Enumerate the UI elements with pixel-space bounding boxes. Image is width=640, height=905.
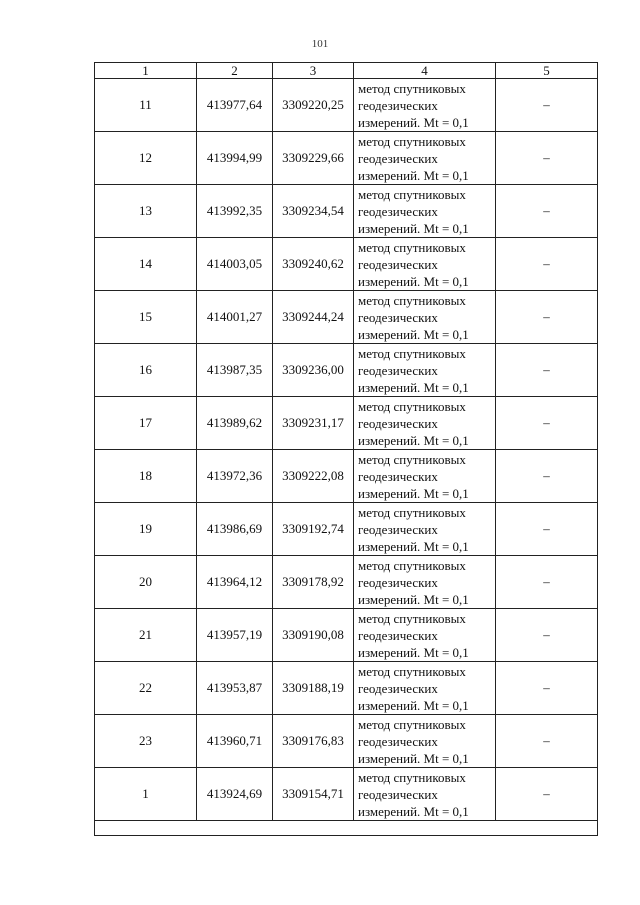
x-coordinate-cell: 413960,71 [197, 715, 273, 768]
method-line: геодезических [358, 362, 438, 378]
x-coordinate-cell: 413957,19 [197, 609, 273, 662]
x-coordinate-cell: 413989,62 [197, 397, 273, 450]
column-header-4: 4 [354, 63, 496, 79]
table-row [95, 715, 598, 768]
method-cell [354, 609, 496, 662]
method-line: геодезических [358, 627, 438, 643]
x-coordinate-cell: 413964,12 [197, 556, 273, 609]
table-row [95, 397, 598, 450]
x-coordinate-cell: 413986,69 [197, 503, 273, 556]
point-number-cell: 12 [95, 132, 197, 185]
point-number-cell: 16 [95, 344, 197, 397]
method-line: измерений. Mt = 0,1 [358, 326, 469, 342]
note-cell: – [496, 556, 598, 609]
method-line: геодезических [358, 203, 438, 219]
column-header-5: 5 [496, 63, 598, 79]
table-row [95, 238, 598, 291]
note-cell: – [496, 79, 598, 132]
method-line: метод спутниковых [358, 716, 466, 732]
point-number-cell: 18 [95, 450, 197, 503]
table-header [95, 63, 598, 79]
coordinates-table [94, 62, 598, 836]
method-line: измерений. Mt = 0,1 [358, 644, 469, 660]
x-coordinate-cell: 413994,99 [197, 132, 273, 185]
method-line: метод спутниковых [358, 133, 466, 149]
method-cell [354, 503, 496, 556]
x-coordinate-cell: 413977,64 [197, 79, 273, 132]
note-cell: – [496, 397, 598, 450]
method-cell [354, 79, 496, 132]
method-line: геодезических [358, 256, 438, 272]
y-coordinate-cell: 3309220,25 [273, 79, 354, 132]
method-cell [354, 662, 496, 715]
page-number: 101 [311, 38, 329, 50]
y-coordinate-cell: 3309236,00 [273, 344, 354, 397]
note-cell: – [496, 662, 598, 715]
y-coordinate-cell: 3309154,71 [273, 768, 354, 821]
method-cell [354, 768, 496, 821]
method-line: геодезических [358, 733, 438, 749]
point-number-cell: 11 [95, 79, 197, 132]
y-coordinate-cell: 3309244,24 [273, 291, 354, 344]
method-line: измерений. Mt = 0,1 [358, 379, 469, 395]
method-cell [354, 238, 496, 291]
point-number-cell: 17 [95, 397, 197, 450]
note-cell: – [496, 238, 598, 291]
y-coordinate-cell: 3309222,08 [273, 450, 354, 503]
point-number-cell: 15 [95, 291, 197, 344]
point-number-cell: 13 [95, 185, 197, 238]
x-coordinate-cell: 413972,36 [197, 450, 273, 503]
x-coordinate-cell: 413953,87 [197, 662, 273, 715]
method-line: метод спутниковых [358, 398, 466, 414]
point-number-cell: 19 [95, 503, 197, 556]
method-line: геодезических [358, 309, 438, 325]
x-coordinate-cell: 413992,35 [197, 185, 273, 238]
table-row [95, 609, 598, 662]
method-cell [354, 450, 496, 503]
method-cell [354, 291, 496, 344]
point-number-cell: 14 [95, 238, 197, 291]
y-coordinate-cell: 3309240,62 [273, 238, 354, 291]
method-line: измерений. Mt = 0,1 [358, 750, 469, 766]
point-number-cell: 20 [95, 556, 197, 609]
method-cell [354, 397, 496, 450]
method-line: геодезических [358, 150, 438, 166]
y-coordinate-cell: 3309188,19 [273, 662, 354, 715]
table-row [95, 450, 598, 503]
method-line: измерений. Mt = 0,1 [358, 432, 469, 448]
table-row [95, 503, 598, 556]
method-cell [354, 132, 496, 185]
empty-row [95, 821, 598, 836]
note-cell: – [496, 132, 598, 185]
x-coordinate-cell: 414001,27 [197, 291, 273, 344]
note-cell: – [496, 715, 598, 768]
method-line: метод спутниковых [358, 80, 466, 96]
x-coordinate-cell: 413924,69 [197, 768, 273, 821]
y-coordinate-cell: 3309176,83 [273, 715, 354, 768]
table-row [95, 344, 598, 397]
point-number-cell: 23 [95, 715, 197, 768]
method-line: геодезических [358, 680, 438, 696]
method-line: метод спутниковых [358, 292, 466, 308]
method-line: измерений. Mt = 0,1 [358, 538, 469, 554]
note-cell: – [496, 503, 598, 556]
method-line: геодезических [358, 786, 438, 802]
method-line: метод спутниковых [358, 610, 466, 626]
y-coordinate-cell: 3309234,54 [273, 185, 354, 238]
y-coordinate-cell: 3309190,08 [273, 609, 354, 662]
note-cell: – [496, 291, 598, 344]
method-line: геодезических [358, 415, 438, 431]
y-coordinate-cell: 3309231,17 [273, 397, 354, 450]
method-cell [354, 556, 496, 609]
point-number-cell: 21 [95, 609, 197, 662]
table-row [95, 132, 598, 185]
point-number-cell: 22 [95, 662, 197, 715]
method-line: измерений. Mt = 0,1 [358, 114, 469, 130]
note-cell: – [496, 450, 598, 503]
table-row [95, 556, 598, 609]
method-cell [354, 185, 496, 238]
column-header-2: 2 [197, 63, 273, 79]
note-cell: – [496, 344, 598, 397]
method-line: измерений. Mt = 0,1 [358, 591, 469, 607]
column-header-1: 1 [95, 63, 197, 79]
empty-cell [95, 821, 598, 836]
x-coordinate-cell: 414003,05 [197, 238, 273, 291]
table-row [95, 185, 598, 238]
point-number-cell: 1 [95, 768, 197, 821]
y-coordinate-cell: 3309192,74 [273, 503, 354, 556]
column-header-3: 3 [273, 63, 354, 79]
y-coordinate-cell: 3309229,66 [273, 132, 354, 185]
note-cell: – [496, 185, 598, 238]
table-row [95, 768, 598, 821]
method-line: метод спутниковых [358, 663, 466, 679]
method-line: измерений. Mt = 0,1 [358, 697, 469, 713]
method-line: измерений. Mt = 0,1 [358, 220, 469, 236]
method-line: измерений. Mt = 0,1 [358, 803, 469, 819]
x-coordinate-cell: 413987,35 [197, 344, 273, 397]
note-cell: – [496, 768, 598, 821]
table-row [95, 79, 598, 132]
table-row [95, 291, 598, 344]
method-line: метод спутниковых [358, 239, 466, 255]
note-cell: – [496, 609, 598, 662]
method-line: метод спутниковых [358, 186, 466, 202]
header-row [95, 63, 598, 79]
method-line: измерений. Mt = 0,1 [358, 485, 469, 501]
method-line: геодезических [358, 521, 438, 537]
method-line: геодезических [358, 468, 438, 484]
table-body [95, 79, 598, 836]
method-line: метод спутниковых [358, 769, 466, 785]
method-line: метод спутниковых [358, 451, 466, 467]
method-line: метод спутниковых [358, 345, 466, 361]
method-line: измерений. Mt = 0,1 [358, 273, 469, 289]
method-line: метод спутниковых [358, 557, 466, 573]
method-line: геодезических [358, 97, 438, 113]
method-line: метод спутниковых [358, 504, 466, 520]
method-line: измерений. Mt = 0,1 [358, 167, 469, 183]
method-cell [354, 344, 496, 397]
table-row [95, 662, 598, 715]
method-line: геодезических [358, 574, 438, 590]
method-cell [354, 715, 496, 768]
y-coordinate-cell: 3309178,92 [273, 556, 354, 609]
